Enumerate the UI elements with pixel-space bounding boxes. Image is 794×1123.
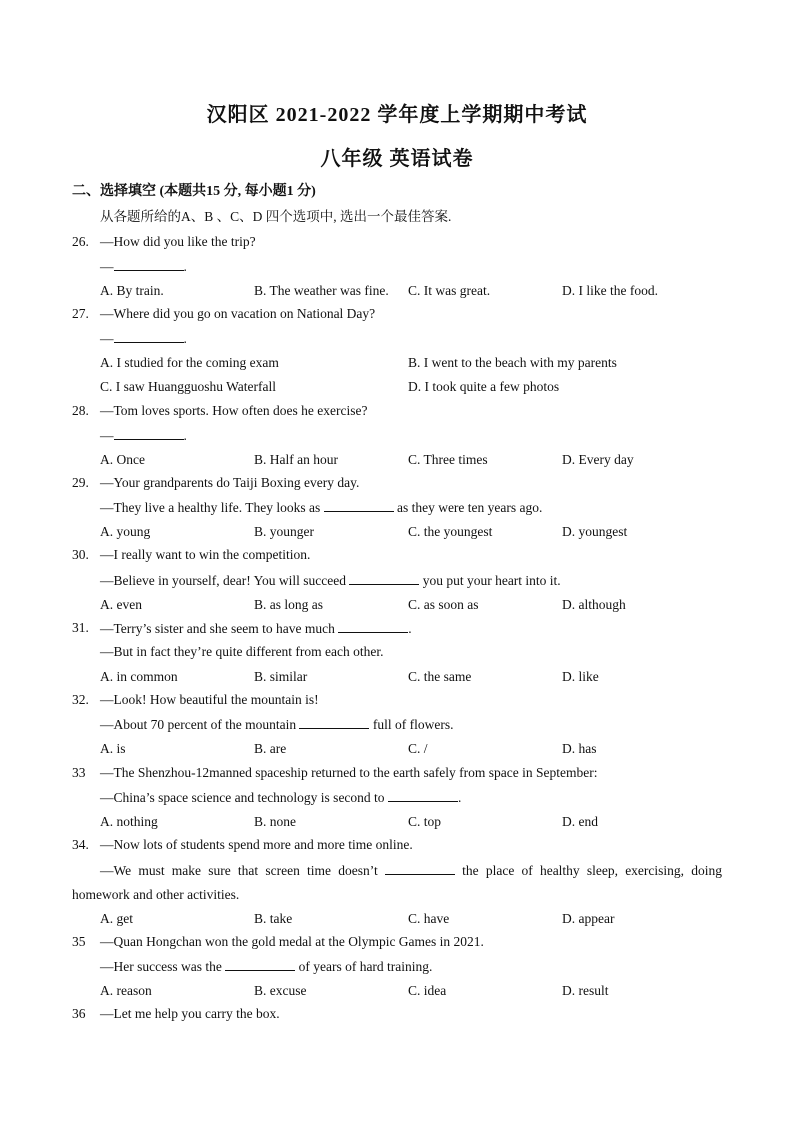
answer-line: —They live a healthy life. They looks as as they were ten years ago. bbox=[100, 500, 543, 515]
options-row bbox=[100, 283, 720, 303]
question-number: 35 bbox=[72, 934, 86, 949]
option-c: C. the same bbox=[408, 669, 472, 684]
answer-blank bbox=[324, 499, 394, 512]
options-row bbox=[100, 741, 720, 761]
option-a: A. I studied for the coming exam bbox=[100, 355, 279, 370]
question-prompt: —Now lots of students spend more and more time online. bbox=[100, 837, 413, 852]
question-number: 32. bbox=[72, 692, 89, 707]
question-prompt: —I really want to win the competition. bbox=[100, 547, 311, 562]
options-row bbox=[100, 355, 720, 375]
option-c: C. I saw Huangguoshu Waterfall bbox=[100, 379, 277, 394]
section-heading: 二、选择填空 (本题共15 分, 每小题1 分) bbox=[72, 184, 316, 199]
option-a: A. young bbox=[100, 524, 151, 539]
option-a: A. nothing bbox=[100, 814, 158, 829]
option-b: B. Half an hour bbox=[254, 452, 338, 467]
option-a: A. reason bbox=[100, 983, 152, 998]
options-row bbox=[100, 911, 720, 931]
answer-line-continued: homework and other activities. bbox=[72, 887, 240, 902]
answer-blank bbox=[388, 789, 458, 802]
options-row bbox=[100, 379, 720, 399]
answer-line: —We must make sure that screen time doesn’t the place of healthy sleep, exercising, doing bbox=[100, 863, 722, 878]
answer-line: — . bbox=[100, 428, 187, 443]
options-row bbox=[100, 452, 720, 472]
option-b: B. none bbox=[254, 814, 296, 829]
answer-line: — . bbox=[100, 259, 187, 274]
exam-title: 汉阳区 2021-2022 学年度上学期期中考试 bbox=[206, 104, 588, 126]
question-number: 36 bbox=[72, 1006, 86, 1021]
options-row bbox=[100, 524, 720, 544]
answer-line: —But in fact they’re quite different from each other. bbox=[100, 644, 384, 659]
option-c: C. the youngest bbox=[408, 524, 493, 539]
question-prompt: —Terry’s sister and she seem to have much . bbox=[100, 621, 412, 636]
answer-blank bbox=[349, 572, 419, 585]
question-prompt: —Where did you go on vacation on National Day? bbox=[100, 306, 376, 321]
answer-blank bbox=[338, 620, 408, 633]
question-prompt: —Quan Hongchan won the gold medal at the Olympic Games in 2021. bbox=[100, 934, 484, 949]
answer-blank bbox=[114, 330, 184, 343]
option-b: B. take bbox=[254, 911, 293, 926]
option-d: D. although bbox=[562, 597, 626, 612]
option-c: C. have bbox=[408, 911, 450, 926]
option-d: D. has bbox=[562, 741, 597, 756]
question-prompt: —How did you like the trip? bbox=[100, 234, 256, 249]
section-instruction: 从各题所给的A、B 、C、D 四个选项中, 选出一个最佳答案. bbox=[100, 209, 452, 224]
option-b: B. younger bbox=[254, 524, 314, 539]
question-prompt: —Your grandparents do Taiji Boxing every day. bbox=[100, 475, 360, 490]
option-b: B. are bbox=[254, 741, 287, 756]
answer-line: —About 70 percent of the mountain full of flowers. bbox=[100, 717, 454, 732]
option-c: C. Three times bbox=[408, 452, 488, 467]
question-number: 30. bbox=[72, 547, 89, 562]
option-a: A. in common bbox=[100, 669, 178, 684]
question-number: 28. bbox=[72, 403, 89, 418]
option-b: B. The weather was fine. bbox=[254, 283, 389, 298]
exam-subtitle: 八年级 英语试卷 bbox=[320, 148, 474, 170]
question-number: 27. bbox=[72, 306, 89, 321]
answer-line: — . bbox=[100, 331, 187, 346]
option-d: D. result bbox=[562, 983, 609, 998]
answer-blank bbox=[114, 258, 184, 271]
option-d: D. appear bbox=[562, 911, 615, 926]
question-prompt: —The Shenzhou-12manned spaceship returned to the earth safely from space in September: bbox=[100, 765, 598, 780]
options-row bbox=[100, 597, 720, 617]
options-row bbox=[100, 983, 720, 1003]
option-d: D. like bbox=[562, 669, 599, 684]
option-c: C. It was great. bbox=[408, 283, 491, 298]
option-d: D. Every day bbox=[562, 452, 634, 467]
question-number: 31. bbox=[72, 620, 89, 635]
answer-blank bbox=[385, 862, 455, 875]
question-prompt: —Tom loves sports. How often does he exercise? bbox=[100, 403, 368, 418]
answer-blank bbox=[114, 427, 184, 440]
option-a: A. even bbox=[100, 597, 142, 612]
question-number: 34. bbox=[72, 837, 89, 852]
option-c: C. / bbox=[408, 741, 428, 756]
question-number: 33 bbox=[72, 765, 86, 780]
option-a: A. is bbox=[100, 741, 126, 756]
answer-blank bbox=[299, 716, 369, 729]
option-a: A. get bbox=[100, 911, 133, 926]
question-number: 29. bbox=[72, 475, 89, 490]
answer-line: —Her success was the of years of hard training. bbox=[100, 959, 433, 974]
answer-blank bbox=[225, 958, 295, 971]
option-c: C. as soon as bbox=[408, 597, 479, 612]
options-row bbox=[100, 669, 720, 689]
option-b: B. as long as bbox=[254, 597, 323, 612]
option-b: B. I went to the beach with my parents bbox=[408, 355, 617, 370]
answer-line: —Believe in yourself, dear! You will succeed you put your heart into it. bbox=[100, 573, 561, 588]
option-b: B. similar bbox=[254, 669, 308, 684]
option-d: D. I took quite a few photos bbox=[408, 379, 560, 394]
option-c: C. idea bbox=[408, 983, 447, 998]
option-c: C. top bbox=[408, 814, 442, 829]
option-d: D. end bbox=[562, 814, 598, 829]
question-prompt: —Look! How beautiful the mountain is! bbox=[100, 692, 319, 707]
option-b: B. excuse bbox=[254, 983, 307, 998]
option-d: D. youngest bbox=[562, 524, 628, 539]
question-number: 26. bbox=[72, 234, 89, 249]
answer-line: —China’s space science and technology is second to . bbox=[100, 790, 462, 805]
option-a: A. Once bbox=[100, 452, 145, 467]
options-row bbox=[100, 814, 720, 834]
option-a: A. By train. bbox=[100, 283, 164, 298]
option-d: D. I like the food. bbox=[562, 283, 658, 298]
question-prompt: —Let me help you carry the box. bbox=[100, 1006, 280, 1021]
